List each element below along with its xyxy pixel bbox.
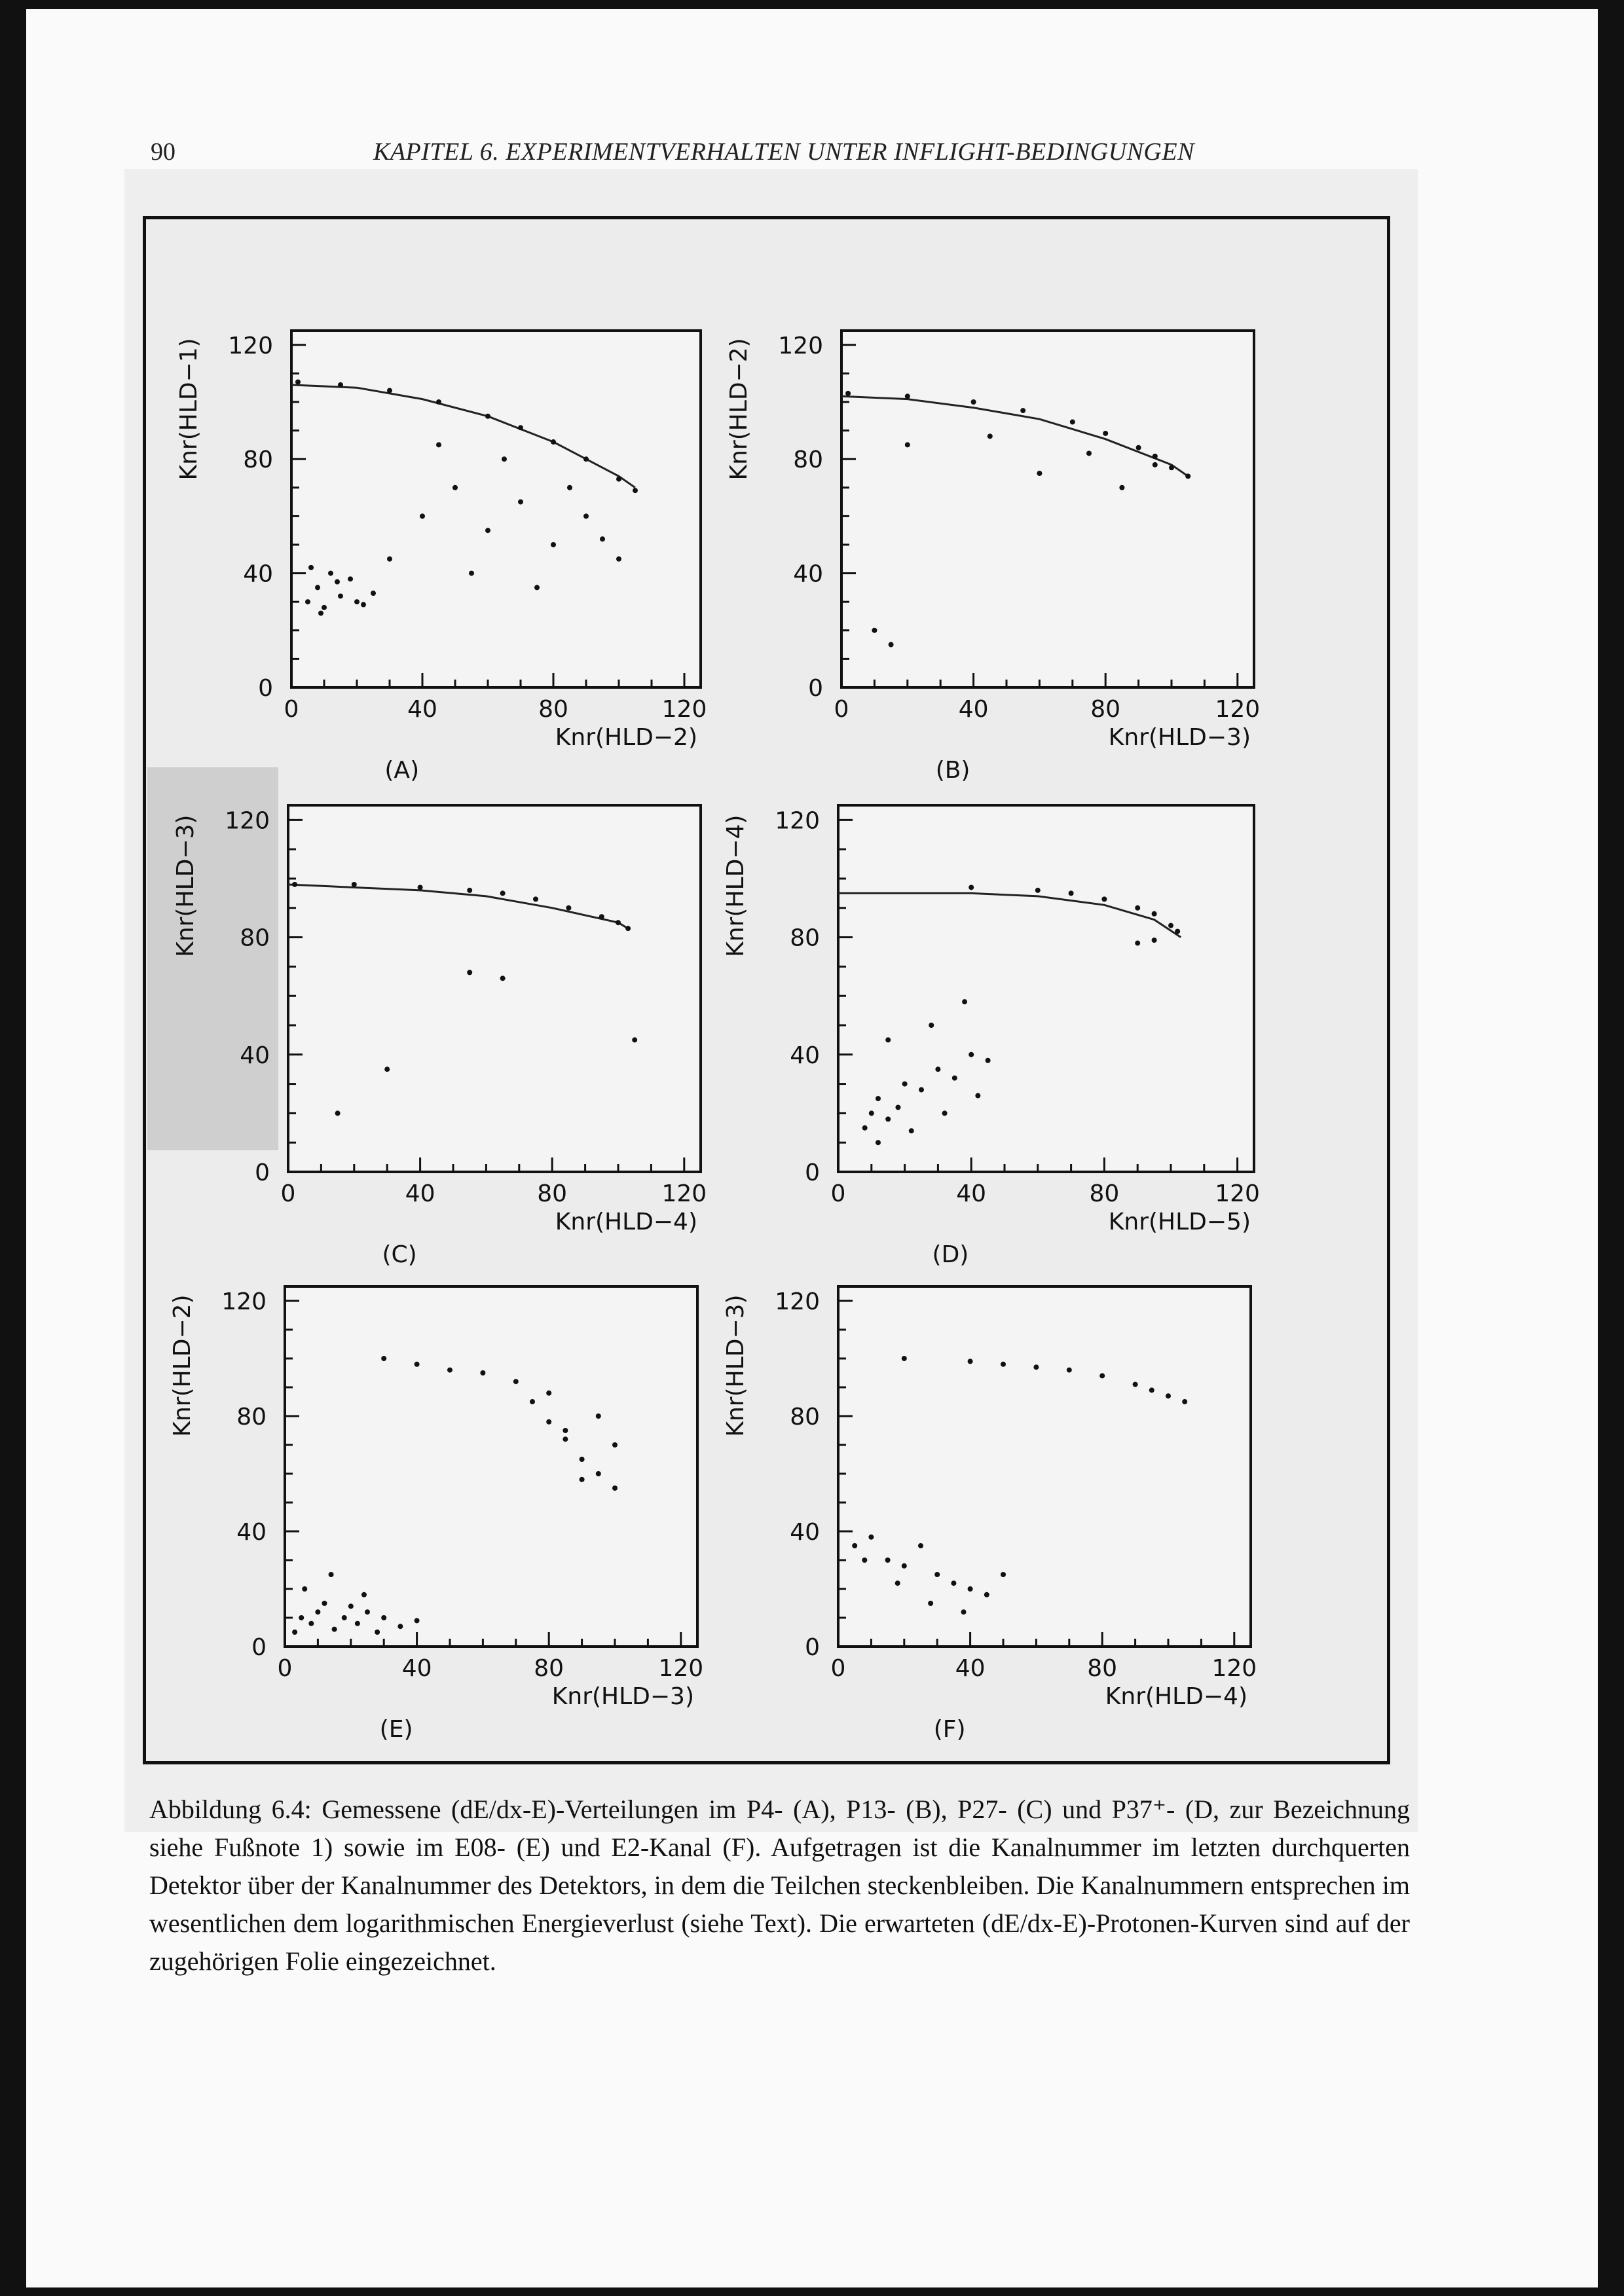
data-point [348,1603,354,1609]
data-point [302,1586,307,1592]
plot-frame [288,805,701,1172]
y-tick-label: 0 [258,675,273,702]
data-point [868,1535,874,1540]
scatter-panel [722,1286,1257,1743]
page-number: 90 [151,138,175,166]
data-point [467,970,472,975]
data-point [862,1558,867,1563]
x-tick-label: 80 [1089,1180,1120,1207]
data-point [338,382,343,388]
data-point [420,513,425,519]
x-tick-label: 0 [280,1180,296,1207]
data-point [295,379,301,384]
x-tick-label: 40 [407,696,437,723]
data-point [342,1615,347,1620]
panel-label: (C) [382,1241,417,1268]
data-point [387,556,392,562]
y-axis-label: Knr(HLD−1) [175,338,202,481]
data-point [415,1618,420,1623]
data-point [502,456,507,462]
x-tick-label: 0 [284,696,299,723]
data-point [968,1586,973,1592]
data-point [375,1630,380,1635]
data-point [415,1362,420,1367]
data-point [485,528,490,533]
data-point [583,456,589,462]
panel-label: (E) [379,1716,413,1743]
data-point [1001,1362,1006,1367]
data-point [384,1066,390,1072]
data-point [1166,1393,1171,1398]
y-tick-label: 120 [778,332,823,359]
data-point [315,585,320,590]
y-tick-label: 40 [236,1519,267,1546]
x-tick-label: 0 [830,1655,846,1682]
data-point [1020,408,1025,413]
data-point [1182,1399,1187,1404]
x-tick-label: 40 [955,1655,986,1682]
y-tick-label: 40 [793,560,823,588]
data-point [1153,454,1158,459]
y-tick-label: 120 [221,1288,267,1315]
data-point [387,388,392,393]
data-point [895,1104,900,1110]
data-point [1169,465,1174,470]
y-tick-label: 80 [243,446,273,474]
x-tick-label: 120 [1211,1655,1257,1682]
y-axis-label: Knr(HLD−2) [169,1294,196,1437]
panel-label: (A) [384,757,420,784]
y-tick-label: 40 [790,1042,820,1069]
x-axis-label: Knr(HLD−3) [551,1683,694,1710]
data-point [1185,473,1190,479]
data-point [975,1093,980,1099]
data-point [436,399,441,405]
y-tick-label: 0 [255,1159,270,1186]
data-point [1135,905,1140,911]
data-point [338,593,343,598]
scatter-panel [175,331,707,784]
data-point [546,1419,551,1425]
y-tick-label: 80 [240,924,270,952]
x-axis-label: Knr(HLD−4) [1105,1683,1247,1710]
data-point [534,585,540,590]
data-point [600,536,605,541]
data-point [500,890,506,896]
data-point [885,1037,891,1042]
scatter-panel [172,805,707,1268]
data-point [436,442,441,447]
data-point [876,1096,881,1101]
data-point [518,425,523,430]
data-point [355,1621,360,1626]
scatter-panel [726,331,1260,784]
panel-label: (B) [935,757,970,784]
data-point [986,1058,991,1063]
running-title: KAPITEL 6. EXPERIMENTVERHALTEN UNTER INFLIGHT-BEDINGUNGEN [373,138,1194,166]
data-point [942,1110,948,1116]
plot-frame [841,331,1254,687]
data-point [1070,420,1075,425]
data-point [500,975,506,981]
x-tick-label: 120 [1215,696,1261,723]
y-tick-label: 0 [805,1634,820,1661]
x-tick-label: 80 [534,1655,564,1682]
data-point [361,602,366,608]
data-point [902,1356,907,1361]
x-tick-label: 40 [958,696,989,723]
data-point [308,565,314,570]
data-point [929,1023,934,1028]
data-point [513,1379,519,1384]
data-point [480,1370,485,1376]
data-point [292,1630,297,1635]
y-tick-label: 120 [775,1288,820,1315]
data-point [852,1543,857,1548]
data-point [533,896,538,902]
data-point [365,1609,370,1614]
data-point [935,1066,940,1072]
data-point [1136,445,1141,450]
data-point [1103,431,1108,436]
data-point [984,1592,989,1597]
data-point [485,414,490,419]
x-tick-label: 120 [1215,1180,1260,1207]
data-point [951,1580,956,1586]
data-point [952,1076,957,1081]
data-point [876,1140,881,1145]
data-point [889,642,894,647]
y-tick-label: 120 [225,807,270,835]
data-point [909,1128,914,1133]
data-point [1099,1373,1105,1378]
data-point [335,579,340,585]
x-tick-label: 0 [834,696,849,723]
data-point [971,399,976,405]
data-point [518,500,523,505]
data-point [1035,888,1041,893]
data-point [616,556,621,562]
data-point [1119,485,1124,490]
y-axis-label: Knr(HLD−2) [726,338,752,481]
panel-label: (F) [933,1716,966,1743]
data-point [599,914,604,919]
scatter-panel [169,1286,703,1743]
y-tick-label: 80 [790,1404,820,1430]
y-tick-label: 40 [790,1519,820,1546]
data-point [305,599,310,604]
data-point [322,1601,327,1606]
data-point [1133,1382,1138,1387]
x-axis-label: Knr(HLD−5) [1108,1209,1251,1235]
data-point [616,920,621,925]
data-point [567,485,572,490]
data-point [885,1558,891,1563]
x-tick-label: 120 [658,1655,704,1682]
x-tick-label: 80 [1087,1655,1118,1682]
y-tick-label: 0 [808,675,823,702]
data-point [1149,1387,1154,1393]
data-point [315,1609,320,1614]
x-tick-label: 40 [956,1180,987,1207]
data-point [596,1413,601,1419]
y-tick-label: 80 [793,446,823,474]
data-point [546,1391,551,1396]
data-point [328,571,333,576]
data-point [625,926,631,931]
y-axis-label: Knr(HLD−3) [172,814,199,957]
data-point [919,1087,924,1093]
data-point [934,1572,940,1577]
data-point [905,393,910,399]
data-point [292,882,297,887]
data-point [1175,929,1180,934]
data-point [322,605,327,610]
data-point [452,485,458,490]
data-point [632,1037,637,1042]
data-point [902,1082,908,1087]
data-point [1152,911,1157,917]
y-tick-label: 0 [251,1634,267,1661]
data-point [872,628,877,633]
data-point [1067,1368,1072,1373]
data-point [381,1356,386,1361]
data-point [352,882,357,887]
y-tick-label: 120 [228,332,273,359]
data-point [381,1615,386,1620]
data-point [418,884,423,890]
plot-frame [291,331,701,687]
data-point [563,1428,568,1433]
data-point [348,576,353,581]
x-axis-label: Knr(HLD−2) [555,724,697,751]
data-point [318,611,323,616]
data-point [563,1436,568,1442]
data-point [1033,1364,1039,1370]
y-axis-label: Knr(HLD−4) [722,814,749,957]
data-point [962,999,967,1004]
data-point [905,442,910,447]
plot-frame [285,1286,697,1647]
y-tick-label: 40 [240,1042,270,1069]
data-point [308,1621,314,1626]
data-point [961,1609,967,1614]
data-point [299,1615,304,1620]
x-tick-label: 0 [830,1180,846,1207]
data-point [928,1601,933,1606]
x-tick-label: 40 [405,1180,435,1207]
x-axis-label: Knr(HLD−3) [1108,724,1251,751]
data-point [1101,896,1107,902]
data-point [530,1399,535,1404]
data-point [1001,1572,1006,1577]
data-point [551,542,556,547]
x-tick-label: 120 [661,1180,707,1207]
panel-label: (D) [932,1241,969,1268]
x-axis-label: Knr(HLD−4) [555,1209,697,1235]
data-point [329,1572,334,1577]
y-tick-label: 0 [805,1159,820,1186]
data-point [885,1116,891,1121]
data-point [397,1624,403,1629]
caption-label: Abbildung 6.4: [149,1795,312,1824]
data-point [869,1110,874,1116]
data-point [895,1580,900,1586]
plot-frame [838,805,1254,1172]
data-point [969,1052,974,1057]
x-tick-label: 40 [401,1655,432,1682]
data-point [566,905,571,911]
data-point [1152,938,1157,943]
data-point [969,884,974,890]
data-point [968,1358,973,1364]
data-point [902,1563,907,1569]
data-point [361,1592,367,1597]
y-tick-label: 40 [243,560,273,588]
x-tick-label: 80 [538,696,568,723]
data-point [1069,890,1074,896]
data-point [987,433,993,439]
data-point [862,1125,868,1131]
y-tick-label: 120 [775,807,820,835]
data-point [583,513,589,519]
scatter-panel [722,805,1260,1268]
data-point [469,571,474,576]
data-point [612,1442,618,1448]
data-point [918,1543,923,1548]
data-point [1135,941,1140,946]
data-point [335,1110,341,1116]
data-point [371,591,376,596]
data-point [332,1627,337,1632]
x-tick-label: 0 [277,1655,293,1682]
y-tick-label: 80 [790,924,820,952]
data-point [1086,450,1092,456]
data-point [845,391,851,396]
y-axis-label: Knr(HLD−3) [722,1294,749,1437]
data-point [1168,923,1173,928]
data-point [447,1368,452,1373]
x-tick-label: 120 [661,696,707,723]
x-tick-label: 80 [1090,696,1121,723]
data-point [580,1457,585,1462]
data-point [467,888,472,893]
data-point [551,439,556,445]
data-point [633,488,638,493]
data-point [354,599,360,604]
caption-text: Gemessene (dE/dx-E)-Verteilungen im P4- (A), P13- (B), P27- (C) und P37⁺- (D, zur Bezeichnung siehe Fußnote 1) sowie im E08- (E) und E2-Kanal (F). Aufgetragen ist die Kanalnummer im letzten durchquerten Detektor über der Kanalnummer des Detektors, in dem die Teilchen steckenbleiben. Die Kanalnummern entsprechen im wesentlichen dem logarithmischen Energieverlust (siehe Text). Die erwarteten (dE/dx-E)-Protonen-Kurven sind auf der zugehörigen Folie eingezeichnet. [149,1795,1417,1976]
plot-frame [838,1286,1251,1647]
data-point [616,477,621,482]
data-point [612,1485,618,1491]
data-point [1153,462,1158,467]
y-tick-label: 80 [236,1404,267,1430]
data-point [1037,471,1042,476]
x-tick-label: 80 [537,1180,568,1207]
data-point [580,1477,585,1482]
data-point [596,1471,601,1476]
figure-caption [149,1791,1417,1980]
